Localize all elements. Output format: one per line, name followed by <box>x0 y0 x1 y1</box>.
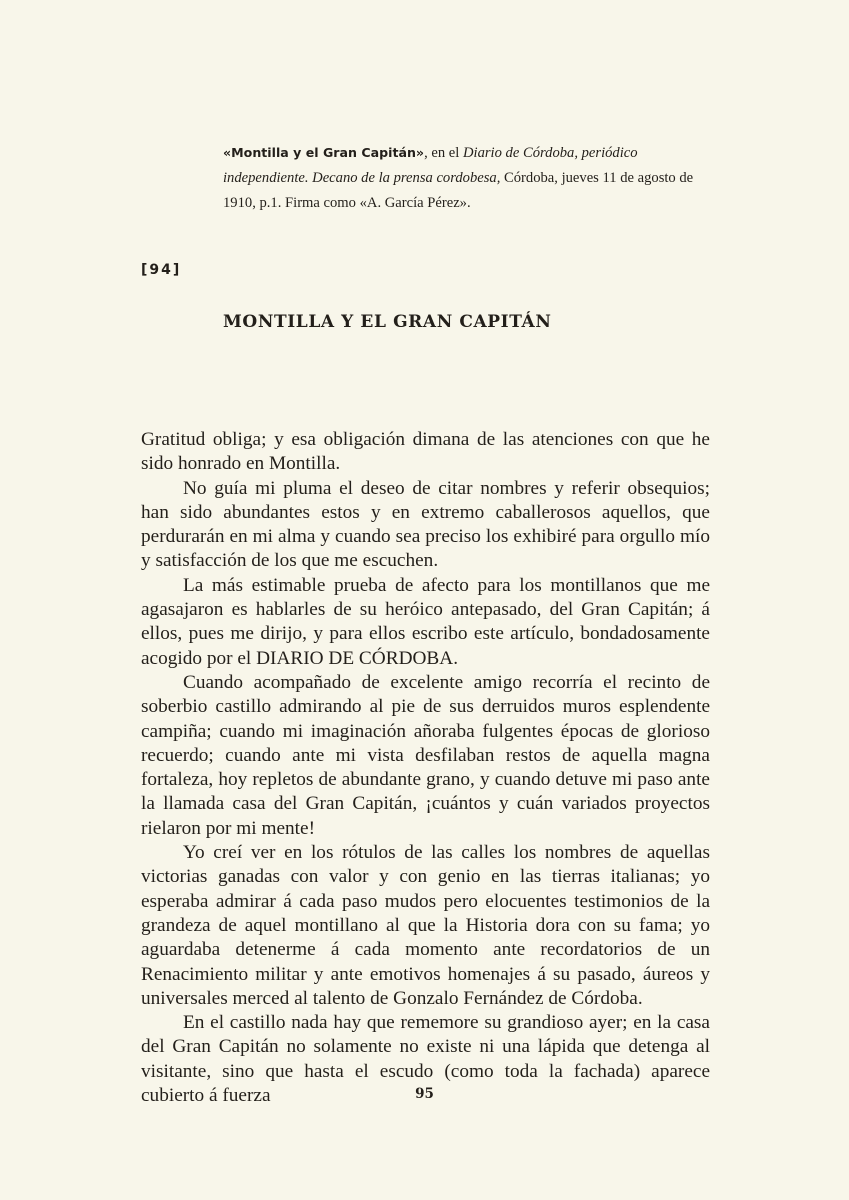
source-publication-name: Diario de Córdoba, periódico independiente. Decano de la prensa cordobesa, <box>223 145 638 186</box>
body-text <box>141 428 710 1108</box>
paragraph: Gratitud obliga; y esa obligación dimana de las atenciones con que he sido honrado en Montilla. <box>141 429 710 475</box>
source-note <box>223 140 703 216</box>
page-number: 95 <box>415 1086 434 1102</box>
source-article-title: «Montilla y el Gran Capitán» <box>223 145 425 160</box>
paragraph: Cuando acompañado de excelente amigo recorría el recinto de soberbio castillo admirando al pie de sus derruidos muros esplendente campiña; cuando mi imaginación añoraba fulgentes épocas de glorioso recuerdo; cuando ante mi vista desfilaban restos de aquella magna fortaleza, hoy repletos de abundante grano, y cuando detuve mi paso ante la llamada casa del Gran Capitán, ¡cuántos y cuán variados proyectos rielaron por mi mente! <box>141 671 710 839</box>
source-details: Córdoba, jueves 11 de agosto de 1910, p.1. Firma como «A. García Pérez». <box>223 170 694 211</box>
paragraph: La más estimable prueba de afecto para los montillanos que me agasajaron es hablarles de su heróico antepasado, del Gran Capitán; á ellos, pues me dirijo, y para ellos escribo este artículo, bondadosamente acogido por el DIARIO DE CÓRDOBA. <box>141 574 710 669</box>
paragraph: Yo creí ver en los rótulos de las calles los nombres de aquellas victorias ganadas con valor y con genio en las tierras italianas; yo esperaba admirar á cada paso mudos pero elocuentes testimonios de la grandeza de aquel montillano al que la Historia dora con su fama; yo aguardaba detenerme á cada momento ante recordatorios de un Renacimiento militar y ante emotivos homenajes á su pasado, áureos y universales merced al talento de Gonzalo Fernández de Córdoba. <box>141 842 710 1009</box>
document-number: [94] <box>141 262 182 278</box>
paragraph: En el castillo nada hay que rememore su grandioso ayer; en la casa del Gran Capitán no solamente no existe ni una lápida que detenga al visitante, sino que hasta el escudo (como toda la fachada) aparece cubierto á fuerza <box>141 1012 710 1107</box>
document-title: MONTILLA Y EL GRAN CAPITÁN <box>223 312 552 332</box>
paragraph: No guía mi pluma el deseo de citar nombres y referir obsequios; han sido abundantes estos y en extremo caballerosos aquellos, que perdurarán en mi alma y cuando sea preciso los exhibiré para orgullo mío y satisfacción de los que me escuchen. <box>141 477 710 572</box>
source-text: , en el <box>424 145 463 161</box>
